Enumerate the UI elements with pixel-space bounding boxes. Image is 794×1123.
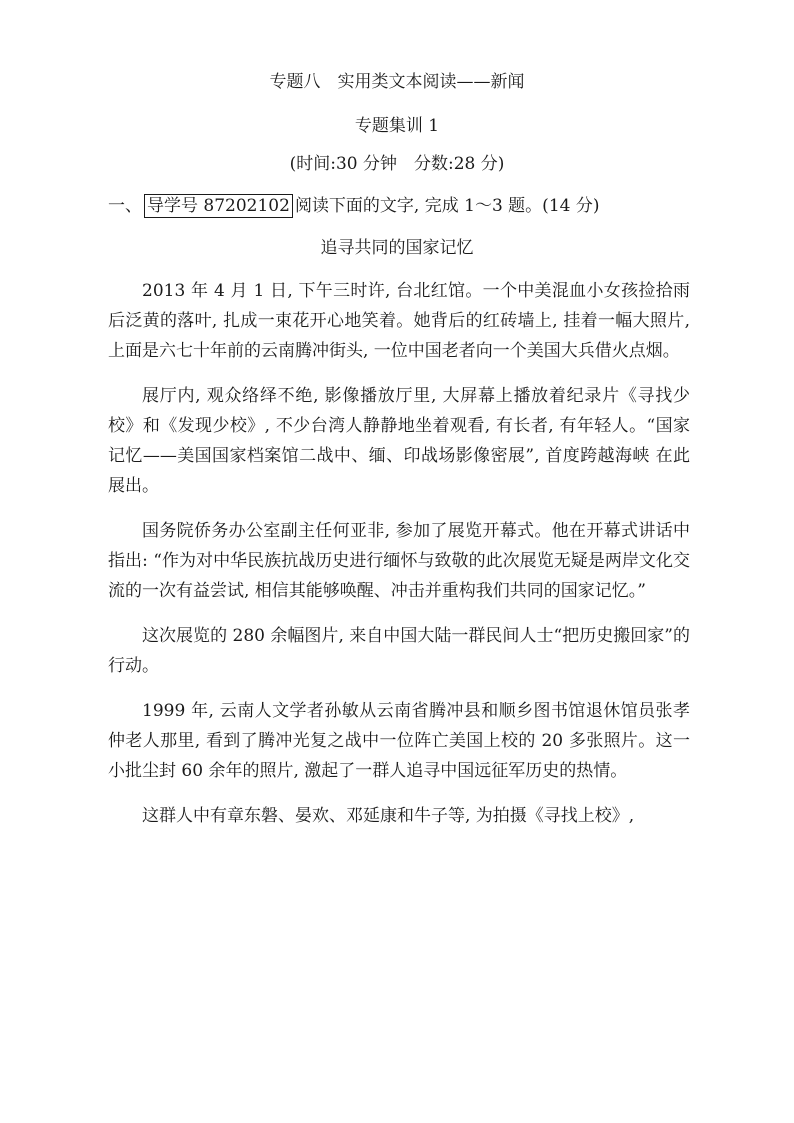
exam-meta: (时间:30 分钟 分数:28 分) [289,154,505,174]
article-paragraph: 这次展览的 280 余幅图片, 来自中国大陆一群民间人士“把历史搬回家”的行动。 [108,626,690,676]
question-text: 阅读下面的文字, 完成 1～3 题。(14 分) [294,196,600,216]
page-subtitle: 专题集训 1 [354,116,440,136]
question-prompt [108,193,599,219]
article-body [108,276,690,846]
article-paragraph: 这群人中有章东磐、晏欢、邓延康和牛子等, 为拍摄《寻找上校》, [142,806,635,826]
article-paragraph: 国务院侨务办公室副主任何亚非, 参加了展览开幕式。他在开幕式讲话中指出: “作为对中华民族抗战历史进行缅怀与致敬的此次展览无疑是两岸文化交流的一次有益尝试, 相信其能够唤醒、冲击并重构我们共同的国家记忆。” [108,521,690,601]
article-paragraph: 1999 年, 云南人文学者孙敏从云南省腾冲县和顺乡图书馆退休馆员张孝仲老人那里, 看到了腾冲光复之战中一位阵亡美国上校的 20 多张照片。这一小批尘封 60 余年的照片, 激起了一群人追寻中国远征军历史的热情。 [108,701,690,781]
question-number: 一、 [108,196,142,216]
article-paragraph: 展厅内, 观众络绎不绝, 影像播放厅里, 大屏幕上播放着纪录片《寻找少校》和《发现少校》, 不少台湾人静静地坐着观看, 有长者, 有年轻人。“国家记忆——美国国家档案馆二战中、缅、印战场影像密展”, 首度跨越海峡 在此展出。 [108,386,690,496]
question-code-box: 导学号 87202102 [144,194,293,218]
page-title: 专题八 实用类文本阅读——新闻 [269,72,525,92]
article-title: 追寻共同的国家记忆 [320,238,474,258]
article-paragraph: 2013 年 4 月 1 日, 下午三时许, 台北红馆。一个中美混血小女孩捡拾雨后泛黄的落叶, 扎成一束花开心地笑着。她背后的红砖墙上, 挂着一幅大照片, 上面是六七十年前的云南腾冲街头, 一位中国老者向一个美国大兵借火点烟。 [108,281,690,361]
